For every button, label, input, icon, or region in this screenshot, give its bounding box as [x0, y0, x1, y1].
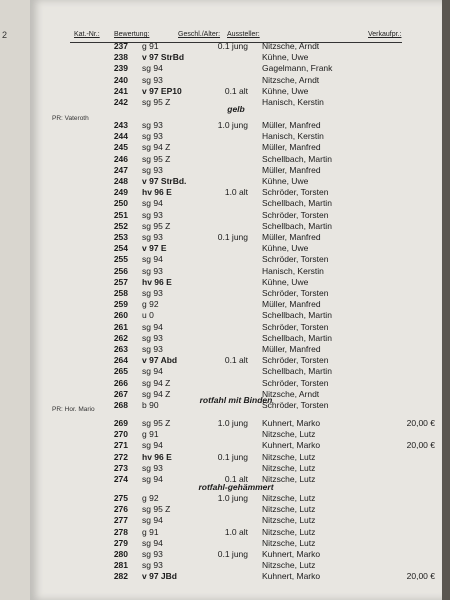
row-evaluation: sg 93: [142, 332, 163, 343]
catalog-row: [30, 366, 442, 377]
catalog-row: [30, 243, 442, 254]
row-exhibitor: Kühne, Uwe: [262, 276, 309, 287]
header-aussteller: Aussteller:: [227, 31, 260, 38]
column-header: [30, 28, 442, 42]
row-evaluation: sg 94 Z: [142, 388, 171, 399]
catalog-row: [30, 515, 442, 526]
header-bewertung: Bewertung:: [114, 31, 150, 38]
catalog-row: [30, 154, 442, 165]
row-exhibitor: Schröder, Torsten: [262, 321, 329, 332]
row-evaluation: sg 95 Z: [142, 220, 171, 231]
catalog-row: [30, 378, 442, 389]
row-evaluation: sg 94 Z: [142, 377, 171, 388]
row-evaluation: sg 93: [142, 288, 163, 298]
facing-page-strip: [0, 0, 30, 600]
row-exhibitor: Schellbach, Martin: [262, 332, 332, 343]
catalog-row: [30, 493, 442, 504]
judge-mario: PR: Hor. Mario: [52, 406, 95, 413]
catalog-row: [30, 120, 442, 131]
row-exhibitor: Müller, Manfred: [262, 142, 321, 153]
row-evaluation: sg 94: [142, 537, 163, 548]
row-number: 281: [113, 560, 128, 571]
row-number: 276: [113, 504, 128, 515]
row-exhibitor: Schröder, Torsten: [262, 400, 329, 410]
row-sex-age: 0.1 alt: [224, 355, 248, 366]
row-price: 20,00 €: [406, 440, 435, 451]
row-evaluation: sg 94: [142, 254, 163, 265]
row-exhibitor: Nitzsche, Lutz: [262, 474, 316, 484]
judge-vateroth: PR: Vateroth: [52, 115, 89, 122]
catalog-row: [30, 41, 442, 52]
row-number: 264: [113, 355, 128, 366]
row-exhibitor: Nitzsche, Lutz: [262, 462, 316, 473]
row-sex-age: 0.1 jung: [217, 232, 248, 242]
catalog-row: [30, 165, 442, 176]
catalog-row: [30, 131, 442, 142]
row-number: 274: [113, 474, 128, 484]
row-exhibitor: Schröder, Torsten: [262, 288, 329, 298]
row-number: 279: [113, 537, 128, 548]
section-gelb: gelb: [227, 104, 245, 114]
row-evaluation: hv 96 E: [142, 451, 172, 462]
catalog-row: [30, 210, 442, 221]
catalog-row: [30, 142, 442, 153]
catalog-row: [30, 187, 442, 198]
catalog-row: [30, 310, 442, 321]
catalog-row: [30, 527, 442, 538]
row-number: 272: [113, 451, 128, 462]
row-number: 257: [113, 276, 128, 287]
row-number: 253: [113, 232, 128, 242]
row-sex-age: 0.1 alt: [224, 85, 248, 96]
row-evaluation: sg 94: [142, 63, 163, 74]
row-sex-age: 0.1 jung: [217, 41, 248, 51]
row-number: 277: [113, 515, 128, 526]
row-evaluation: sg 94: [142, 515, 163, 526]
row-number: 275: [113, 493, 128, 503]
row-number: 282: [113, 571, 128, 582]
row-evaluation: g 91: [142, 41, 159, 51]
row-number: 258: [113, 288, 128, 298]
row-exhibitor: Kuhnert, Marko: [262, 440, 321, 451]
catalog-row: [30, 221, 442, 232]
row-number: 268: [113, 400, 128, 410]
row-evaluation: u 0: [142, 310, 154, 321]
row-evaluation: sg 93: [142, 560, 163, 571]
row-evaluation: g 91: [142, 429, 159, 440]
row-evaluation: sg 94: [142, 366, 163, 377]
row-number: 278: [113, 526, 128, 537]
row-exhibitor: Schröder, Torsten: [262, 377, 329, 388]
row-exhibitor: Schröder, Torsten: [262, 209, 329, 220]
row-exhibitor: Müller, Manfred: [262, 120, 321, 130]
row-evaluation: sg 94 Z: [142, 142, 171, 153]
row-evaluation: v 97 StrBd: [142, 52, 185, 63]
catalog-row: [30, 549, 442, 560]
row-exhibitor: Müller, Manfred: [262, 232, 321, 242]
row-exhibitor: Nitzsche, Lutz: [262, 526, 316, 537]
row-exhibitor: Nitzsche, Arndt: [262, 74, 320, 85]
row-exhibitor: Nitzsche, Lutz: [262, 504, 316, 515]
row-number: 237: [113, 41, 128, 51]
row-evaluation: sg 95 Z: [142, 97, 171, 107]
row-number: 269: [113, 418, 128, 428]
row-exhibitor: Nitzsche, Lutz: [262, 493, 316, 503]
row-exhibitor: Müller, Manfred: [262, 344, 321, 354]
row-evaluation: sg 95 Z: [142, 153, 171, 164]
row-number: 259: [113, 299, 128, 310]
row-evaluation: hv 96 E: [142, 276, 172, 287]
row-exhibitor: Schröder, Torsten: [262, 187, 329, 198]
row-number: 256: [113, 265, 128, 276]
facing-page-mark: 2: [2, 30, 8, 40]
row-number: 250: [113, 198, 128, 209]
row-price: 20,00 €: [406, 571, 435, 582]
row-number: 271: [113, 440, 128, 451]
catalog-row: [30, 418, 442, 429]
row-evaluation: sg 94: [142, 321, 163, 332]
row-number: 249: [113, 187, 128, 198]
row-sex-age: 1.0 jung: [217, 493, 248, 503]
row-number: 252: [113, 220, 128, 231]
row-number: 241: [113, 85, 128, 96]
row-evaluation: v 97 Abd: [142, 355, 178, 366]
row-sex-age: 0.1 jung: [217, 451, 248, 462]
row-evaluation: v 97 EP10: [142, 85, 182, 96]
row-evaluation: sg 95 Z: [142, 504, 171, 515]
catalog-row: [30, 571, 442, 582]
row-exhibitor: Hanisch, Kerstin: [262, 97, 324, 107]
row-number: 238: [113, 52, 128, 63]
catalog-row: [30, 63, 442, 74]
row-exhibitor: Kuhnert, Marko: [262, 549, 321, 559]
catalog-row: [30, 299, 442, 310]
catalog-row: [30, 176, 442, 187]
row-number: 261: [113, 321, 128, 332]
catalog-row: [30, 333, 442, 344]
row-number: 251: [113, 209, 128, 220]
catalog-row: [30, 232, 442, 243]
row-evaluation: sg 93: [142, 209, 163, 220]
row-evaluation: sg 94: [142, 440, 163, 451]
row-number: 240: [113, 74, 128, 85]
catalog-row: [30, 440, 442, 451]
row-evaluation: sg 93: [142, 131, 163, 142]
row-evaluation: g 92: [142, 299, 159, 310]
catalog-row: [30, 254, 442, 265]
row-evaluation: sg 93: [142, 549, 163, 559]
row-exhibitor: Nitzsche, Lutz: [262, 560, 316, 571]
row-number: 273: [113, 462, 128, 473]
row-exhibitor: Schellbach, Martin: [262, 153, 332, 164]
catalog-row: [30, 322, 442, 333]
header-verkaufpr: Verkaufpr.:: [368, 31, 402, 38]
row-number: 270: [113, 429, 128, 440]
catalog-row: [30, 288, 442, 299]
catalog-row: [30, 277, 442, 288]
row-number: 244: [113, 131, 128, 142]
row-evaluation: sg 93: [142, 265, 163, 276]
row-evaluation: sg 93: [142, 462, 163, 473]
row-number: 265: [113, 366, 128, 377]
row-exhibitor: Kühne, Uwe: [262, 52, 309, 63]
row-evaluation: b 90: [142, 400, 159, 410]
row-sex-age: 0.1 jung: [217, 549, 248, 559]
row-evaluation: sg 93: [142, 120, 163, 130]
row-number: 242: [113, 97, 128, 107]
row-number: 255: [113, 254, 128, 265]
row-sex-age: 1.0 jung: [217, 120, 248, 130]
catalog-row: [30, 429, 442, 440]
catalog-row: [30, 86, 442, 97]
section-rotfahl-gehammert: rotfahl-gehämmert: [198, 482, 274, 492]
catalog-row: [30, 538, 442, 549]
row-evaluation: v 97 JBd: [142, 571, 177, 582]
row-exhibitor: Kuhnert, Marko: [262, 418, 321, 428]
catalog-row: [30, 504, 442, 515]
row-evaluation: sg 93: [142, 164, 163, 175]
row-number: 280: [113, 549, 128, 559]
row-number: 239: [113, 63, 128, 74]
row-evaluation: v 97 StrBd.: [142, 176, 187, 186]
catalog-row: [30, 198, 442, 209]
header-kat-nr: Kat.-Nr.:: [74, 31, 100, 38]
row-number: 246: [113, 153, 128, 164]
row-exhibitor: Müller, Manfred: [262, 164, 321, 175]
row-sex-age: 1.0 alt: [224, 187, 248, 198]
row-exhibitor: Schellbach, Martin: [262, 198, 332, 209]
row-evaluation: g 91: [142, 526, 159, 537]
row-exhibitor: Kühne, Uwe: [262, 176, 309, 186]
row-number: 266: [113, 377, 128, 388]
row-exhibitor: Nitzsche, Lutz: [262, 515, 316, 526]
row-exhibitor: Hanisch, Kerstin: [262, 265, 324, 276]
row-sex-age: 0.1 alt: [224, 474, 248, 484]
row-exhibitor: Nitzsche, Arndt: [262, 388, 320, 399]
row-evaluation: v 97 E: [142, 243, 167, 254]
row-exhibitor: Nitzsche, Lutz: [262, 429, 316, 440]
catalog-row: [30, 452, 442, 463]
catalog-row: [30, 560, 442, 571]
row-exhibitor: Müller, Manfred: [262, 299, 321, 310]
catalog-row: [30, 463, 442, 474]
row-exhibitor: Nitzsche, Lutz: [262, 537, 316, 548]
catalog-row: [30, 344, 442, 355]
catalog-row: [30, 266, 442, 277]
row-exhibitor: Schröder, Torsten: [262, 355, 329, 366]
row-exhibitor: Schellbach, Martin: [262, 310, 332, 321]
row-evaluation: sg 94: [142, 474, 163, 484]
row-exhibitor: Gagelmann, Frank: [262, 63, 333, 74]
row-exhibitor: Kühne, Uwe: [262, 85, 309, 96]
row-sex-age: 1.0 alt: [224, 526, 248, 537]
row-exhibitor: Kuhnert, Marko: [262, 571, 321, 582]
row-number: 260: [113, 310, 128, 321]
row-number: 263: [113, 344, 128, 354]
row-number: 267: [113, 388, 128, 399]
row-evaluation: sg 94: [142, 198, 163, 209]
row-evaluation: sg 93: [142, 344, 163, 354]
catalog-page: [30, 0, 442, 600]
header-geschl-alter: Geschl./Alter:: [178, 31, 221, 38]
row-number: 247: [113, 164, 128, 175]
row-price: 20,00 €: [406, 418, 435, 428]
row-exhibitor: Schellbach, Martin: [262, 366, 332, 377]
catalog-row: [30, 75, 442, 86]
row-exhibitor: Schröder, Torsten: [262, 254, 329, 265]
row-sex-age: 1.0 jung: [217, 418, 248, 428]
row-number: 245: [113, 142, 128, 153]
row-exhibitor: Nitzsche, Lutz: [262, 451, 316, 462]
row-evaluation: sg 95 Z: [142, 418, 171, 428]
row-evaluation: g 92: [142, 493, 159, 503]
row-exhibitor: Schellbach, Martin: [262, 220, 332, 231]
row-number: 248: [113, 176, 128, 186]
row-number: 243: [113, 120, 128, 130]
row-evaluation: sg 93: [142, 232, 163, 242]
row-number: 254: [113, 243, 128, 254]
section-rotfahl-binden: rotfahl mit Binden: [199, 395, 273, 405]
row-exhibitor: Nitzsche, Arndt: [262, 41, 320, 51]
row-evaluation: hv 96 E: [142, 187, 172, 198]
row-exhibitor: Hanisch, Kerstin: [262, 131, 324, 142]
catalog-row: [30, 355, 442, 366]
catalog-row: [30, 52, 442, 63]
row-exhibitor: Kühne, Uwe: [262, 243, 309, 254]
row-number: 262: [113, 332, 128, 343]
row-evaluation: sg 93: [142, 74, 163, 85]
